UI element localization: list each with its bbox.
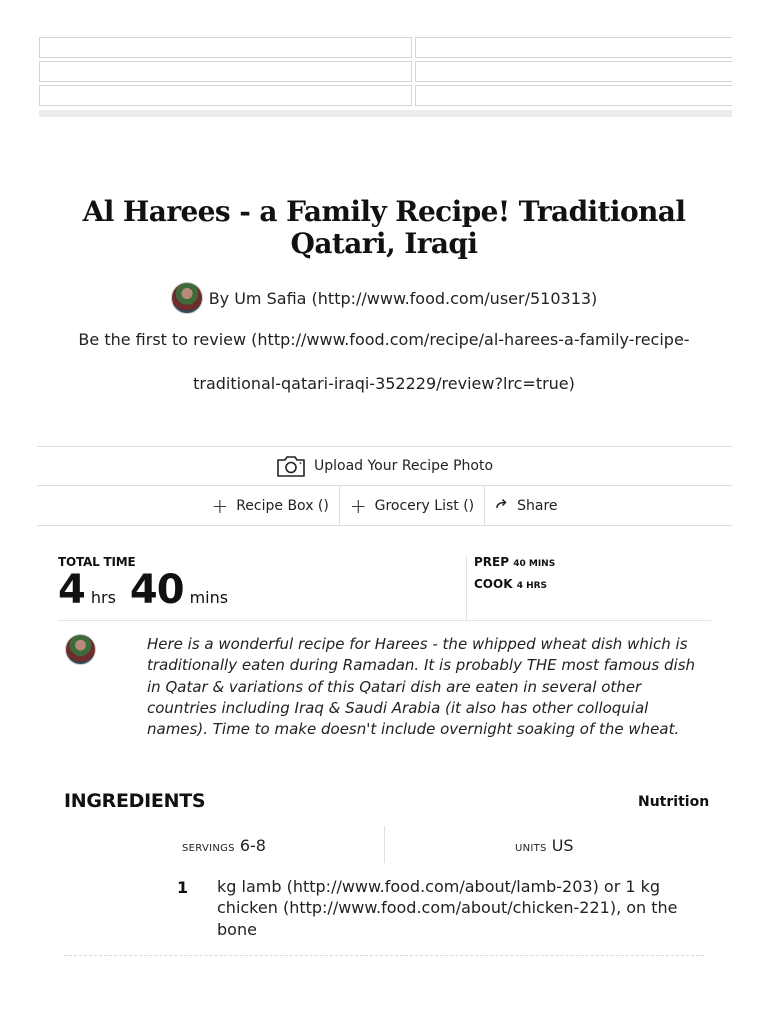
servings-separator (384, 826, 385, 863)
ingredient-text[interactable]: kg lamb (http://www.food.com/about/lamb-203) or 1 kg chicken (http://www.food.com/about/chicken-221), on the bone (217, 877, 678, 939)
author-link[interactable]: By Um Safia (http://www.food.com/user/510313) (208, 288, 598, 308)
grocery-list-label[interactable]: Grocery List () (374, 497, 475, 514)
recipe-box-button[interactable] (201, 486, 338, 525)
grid-cell (39, 37, 412, 58)
upload-photo-button[interactable] (37, 447, 732, 485)
grid-cell (415, 85, 732, 106)
prep-time (474, 555, 555, 569)
servings-selector[interactable] (182, 836, 266, 855)
recipe-description: Here is a wonderful recipe for Harees - the whipped wheat dish which is traditionally eaten during Ramadan. It is probably THE most famous dish in Qatar & variations of this Qatari dish are eaten in several other countries including Iraq & Saudi Arabia (it also has other colloquial names). Time to make doesn't include overnight soaking of the wheat. (147, 635, 696, 739)
share-arrow-icon (495, 498, 509, 514)
recipe-title: Al Harees - a Family Recipe! Traditional Qatari, Iraqi (82, 195, 686, 260)
total-time-value (58, 568, 242, 612)
share-button[interactable] (484, 486, 567, 525)
recipe-actions-bar (37, 486, 732, 525)
grid-cell (415, 37, 732, 58)
grid-cell (39, 85, 412, 106)
cook-time (474, 577, 547, 591)
ingredients-heading: INGREDIENTS (64, 790, 206, 812)
recipe-box-label[interactable]: Recipe Box () (236, 497, 329, 514)
servings-value[interactable]: 6-8 (239, 836, 266, 855)
units-label: UNITS (515, 843, 547, 854)
review-link-line-1[interactable]: Be the first to review (http://www.food.com/recipe/al-harees-a-family-recipe- (78, 330, 690, 349)
total-hours: 4 (58, 567, 85, 613)
hours-unit: hrs (90, 588, 116, 607)
review-link[interactable] (50, 318, 718, 406)
top-divider (39, 110, 732, 117)
units-selector[interactable] (515, 836, 574, 855)
total-minutes: 40 (129, 567, 184, 613)
cook-label: COOK (474, 577, 513, 591)
ingredient-divider (64, 955, 704, 956)
grid-row (39, 85, 732, 106)
author-avatar[interactable] (171, 282, 203, 314)
servings-label: SERVINGS (182, 843, 235, 854)
grid-cell (415, 61, 732, 82)
camera-icon (276, 455, 306, 477)
share-label[interactable]: Share (517, 497, 558, 514)
upload-photo-label[interactable]: Upload Your Recipe Photo (313, 458, 494, 474)
total-time-label: TOTAL TIME (58, 555, 136, 569)
plus-icon: + (211, 493, 229, 518)
review-link-line-2[interactable]: traditional-qatari-iraqi-352229/review?lrc=true) (193, 374, 575, 393)
grid-cell (39, 61, 412, 82)
nutrition-link[interactable]: Nutrition (638, 794, 710, 810)
prep-value: 40 MINS (513, 559, 556, 569)
author-avatar[interactable] (65, 634, 96, 665)
plus-icon: + (349, 493, 367, 518)
time-separator (466, 555, 467, 621)
units-value[interactable]: US (551, 836, 574, 855)
divider (58, 620, 711, 621)
cook-value: 4 HRS (516, 581, 548, 591)
grocery-list-button[interactable] (339, 486, 484, 525)
author-byline[interactable] (0, 282, 768, 314)
minutes-unit: mins (189, 588, 229, 607)
ingredient-quantity: 1 (177, 878, 189, 897)
divider (37, 525, 732, 526)
top-placeholder-grid (39, 37, 732, 109)
grid-row (39, 61, 732, 82)
grid-row (39, 37, 732, 58)
prep-label: PREP (474, 555, 510, 569)
